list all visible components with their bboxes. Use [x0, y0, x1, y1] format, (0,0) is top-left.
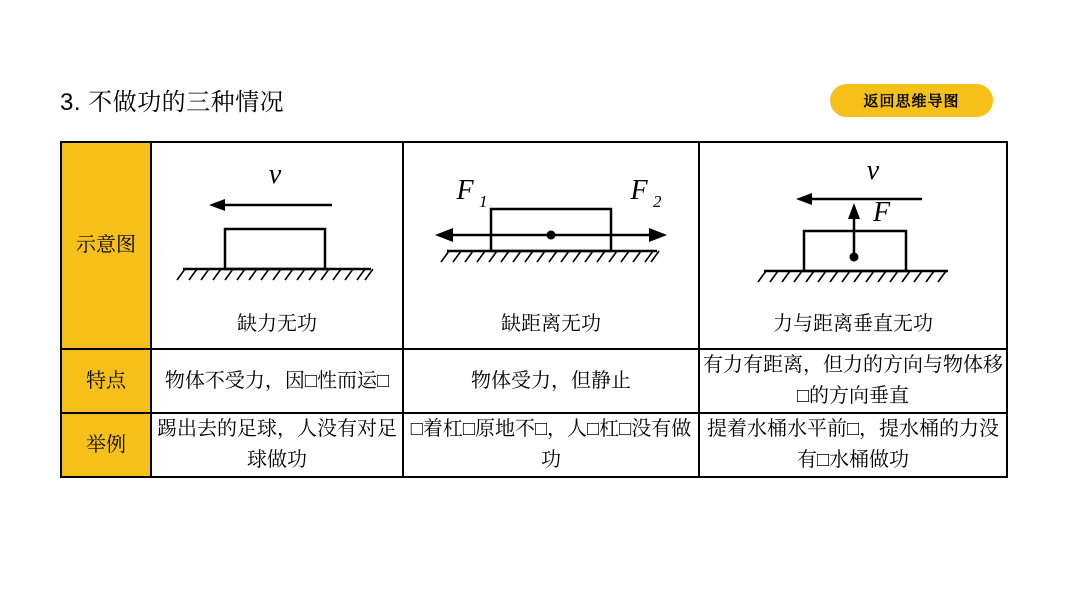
feature-cell-2: 物体受力，但静止	[403, 349, 699, 413]
example-cell-2: □着杠□原地不□，人□杠□没有做功	[403, 413, 699, 477]
table-row	[61, 413, 1007, 477]
comparison-table	[60, 141, 1008, 478]
svg-text:2: 2	[653, 192, 662, 211]
figure-no-distance	[404, 147, 698, 307]
feature-cell-3: 有力有距离，但力的方向与物体移□的方向垂直	[699, 349, 1007, 413]
example-cell-1: 踢出去的足球，人没有对足球做功	[151, 413, 403, 477]
row-header-examples: 举例	[61, 413, 151, 477]
row-header-diagram: 示意图	[61, 142, 151, 349]
diagram-cell-3	[699, 142, 1007, 349]
page-title: 3. 不做功的三种情况	[60, 89, 285, 116]
svg-text:1: 1	[479, 192, 488, 211]
label-v: v	[268, 159, 282, 190]
caption-3: 力与距离垂直无功	[773, 313, 933, 335]
caption-1: 缺力无功	[237, 313, 317, 335]
feature-cell-1: 物体不受力，因□性而运□	[151, 349, 403, 413]
label-f1: F	[456, 175, 474, 206]
table-row	[61, 349, 1007, 413]
row-header-features: 特点	[61, 349, 151, 413]
figure-no-force	[152, 147, 402, 307]
example-cell-3: 提着水桶水平前□，提水桶的力没有□水桶做功	[699, 413, 1007, 477]
label-f: F	[873, 197, 891, 228]
diagram-cell-1	[151, 142, 403, 349]
figure-perpendicular	[700, 147, 1006, 307]
return-to-mindmap-button[interactable]: 返回思维导图	[830, 84, 993, 117]
caption-2: 缺距离无功	[501, 313, 601, 335]
diagram-cell-2	[403, 142, 699, 349]
label-v: v	[866, 155, 880, 186]
table-row	[61, 142, 1007, 349]
label-f2: F	[630, 175, 648, 206]
